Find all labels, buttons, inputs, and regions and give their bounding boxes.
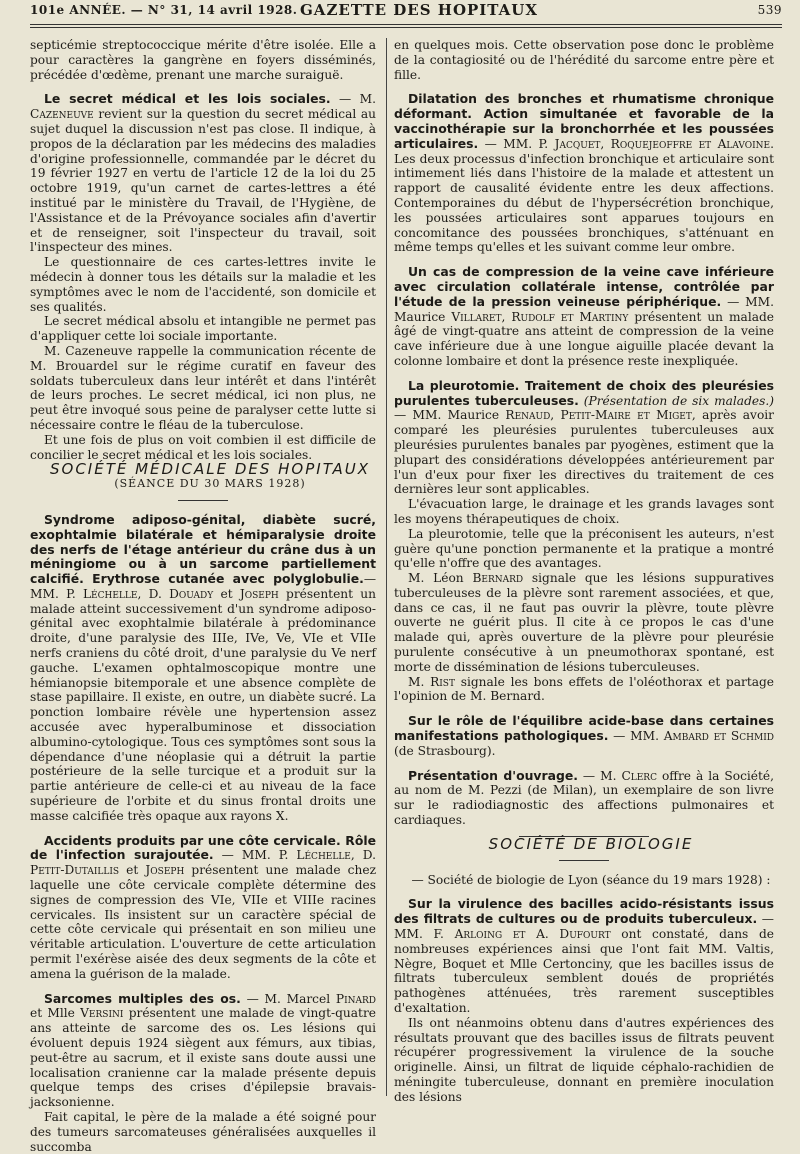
article-pleurotomie: La pleurotomie. Traitement de choix des pleurésies purulentes tuberculeuses. (Présentation de six malades.) — MM. Maurice Renaud, Petit-Maire et Miget, après avoir comparé les pleurésies purulentes tuberculeuses aux pleurésies purulentes banales par pyogènes, estiment que la plupart des considérations développées antérieurement par l'un d'eux pour fixer les directives du traitement de ces dernières leur sont applicables.	[394, 377, 775, 497]
section-title: SOCIÉTÉ DE BIOLOGIE	[488, 834, 694, 853]
page-number: 539	[757, 3, 782, 17]
author: Villaret, Rudolf et Martiny	[451, 309, 629, 324]
article-title: Dilatation des bronches et rhumatisme chronique déformant. Action simultanée et favorable de la vaccinothérapie sur la bronchorrhée et les poussées articulaires.	[394, 91, 774, 151]
paragraph: M. Léon Bernard signale que les lésions suppuratives tuberculeuses de la plèvre sont rarement associées, et que, dans ce cas, il ne faut pas ouvrir la plèvre, toute plèvre ouverte ne guérit plus. Il cite à ce propos le cas d'une malade qui, après ouverture de la plèvre pour pleurésie purulente consécutive à un pneumothorax spontané, est morte de dissémination de lésions tuberculeuses.	[394, 571, 774, 674]
article-title: Sur le rôle de l'équilibre acide-base dans certaines manifestations pathologiques.	[394, 713, 774, 744]
paragraph: Et une fois de plus on voit combien il est difficile de concilier le secret médical et les lois sociales.	[30, 432, 376, 462]
author: Douady	[169, 586, 214, 601]
article-equilibre-acide-base: Sur le rôle de l'équilibre acide-base dans certaines manifestations pathologiques. — MM. Ambard et Schmid (de Strasbourg).	[394, 713, 774, 758]
article-title: Le secret médical et les lois sociales.	[44, 91, 331, 107]
column-divider	[386, 38, 387, 1096]
seance-date: (SÉANCE DU 30 MARS 1928)	[114, 477, 306, 491]
article-veine-cave: Un cas de compression de la veine cave inférieure avec circulation collatérale intense, contrôlée par l'étude de la pression veineuse périphérique. — MM. Maurice Villaret, Rudolf et Martiny présentent un malade âgé de vingt-quatre ans atteint de compression de la veine cave inférieure due à une longue aiguille placée devant la colonne lombaire et dont la présence reste inexpliquée.	[394, 264, 775, 368]
article-title: Syndrome adiposo-génital, diabète sucré, exophtalmie bilatérale et hémiparalysie droite des nerfs de l'étage antérieur du crâne dus à un méningiome ou à un sarcome partiellement calcifié. Erythrose cutanée avec polyglobulie.	[30, 511, 376, 587]
author: Léchelle	[296, 848, 351, 863]
journal-title: GAZETTE DES HOPITAUX	[300, 1, 539, 19]
article-sarcomes: Sarcomes multiples des os. — M. Marcel Pinard et Mlle Versini présentent une malade de vingt-quatre ans atteinte de sarcome des os. Les lésions qui évoluent depuis 1924 siègent aux fémurs, aux tibias, peut-être au sacrum, et il existe sans doute aussi une localisation cranienne car la malade présente depuis quelque temps des crises d'épilepsie bravais-jacksonienne.	[30, 990, 376, 1110]
author: Joseph	[145, 863, 185, 878]
paragraph: Ils ont néanmoins obtenu dans d'autres expériences des résultats prouvant que des bacilles issus de filtrats peuvent récupérer progressivement la virulence de la souche originelle. Ainsi, un filtrat de liquide céphalo-rachidien de méningite tuberculeuse, donnant en première inoculation des lésions	[394, 1015, 774, 1104]
article-cote-cervicale: Accidents produits par une côte cervicale. Rôle de l'infection surajoutée. — MM. P. Léchelle, D. Petit-Dutaillis et Joseph présentent une malade chez laquelle une côte cervicale complète détermine des signes de compression des VIe, VIIe et VIIIe racines cervicales. Ils insistent sur un caractère spécial de cette côte cervicale qui présentait en son milieu une véritable articulation. L'ouverture de cette articulation permit l'exérèse aisée des deux segments de la côte et amena la guérison de la malade.	[30, 832, 377, 981]
right-column	[394, 38, 774, 1105]
article-title: Un cas de compression de la veine cave inférieure avec circulation collatérale intense, contrôlée par l'étude de la pression veineuse périphérique.	[394, 264, 774, 309]
paragraph: M. Rist signale les bons effets de l'oléothorax et partage l'opinion de M. Bernard.	[394, 674, 775, 704]
header-rule-double	[30, 27, 782, 28]
paragraph: en quelques mois. Cette observation pose donc le problème de la contagiosité ou de l'hérédité du sarcome entre père et fille.	[394, 38, 774, 82]
paragraph: Le secret médical absolu et intangible ne permet pas d'appliquer cette loi sociale importante.	[30, 314, 376, 344]
author: Versini	[80, 1006, 124, 1021]
author: Cazeneuve	[30, 107, 94, 122]
section-title: SOCIÉTÉ MÉDICALE DES HOPITAUX	[49, 460, 371, 479]
paragraph: L'évacuation large, le drainage et les grands lavages sont les moyens thérapeutiques de choix.	[394, 497, 774, 526]
paragraph: Le questionnaire de ces cartes-lettres invite le médecin à donner tous les détails sur la maladie et les symptômes avec le nom de l'accidenté, son domicile et ses qualités.	[30, 255, 376, 314]
article-title: Sur la virulence des bacilles acido-résistants issus des filtrats de cultures ou de produits tuberculeux.	[394, 896, 774, 927]
page-header	[0, 0, 800, 24]
left-column	[30, 38, 376, 1154]
section-rule	[559, 860, 609, 861]
author: Joseph	[239, 586, 279, 601]
article-virulence-bacilles: Sur la virulence des bacilles acido-résistants issus des filtrats de cultures ou de produits tuberculeux. — MM. F. Arloing et A. Dufourt ont constaté, dans de nombreuses expériences ainsi que l'ont fait MM. Valtis, Nègre, Boquet et Mlle Certonciny, que les bacilles issus de filtrats tuberculeux semblent doués de propriétés pathogènes atténuées, très rarement susceptibles d'exaltation.	[394, 896, 775, 1016]
header-rule	[30, 24, 782, 25]
article-presentation-ouvrage: Présentation d'ouvrage. — M. Clerc offre à la Société, au nom de M. Pezzi (de Milan), un exemplaire de son livre sur le radiodiagnostic des affections pulmonaires et cardiaques.	[394, 767, 774, 828]
author: Petit-Dutaillis	[30, 863, 120, 878]
author: Renaud, Petit-Maire et Miget	[505, 408, 692, 423]
author: Ambard et Schmid	[663, 729, 774, 744]
author: Arloing et A. Dufourt	[454, 927, 611, 942]
section-rule	[178, 500, 228, 501]
paragraph: Fait capital, le père de la malade a été soigné pour des tumeurs sarcomateuses généralisées auxquelles il succomba	[30, 1109, 376, 1154]
author: Pinard	[335, 991, 376, 1006]
subsection-heading: — Société de biologie de Lyon (séance du 19 mars 1928) :	[411, 872, 771, 887]
author: Léchelle	[82, 586, 138, 601]
article-title: La pleurotomie. Traitement de choix des pleurésies purulentes tuberculeuses.	[394, 377, 774, 408]
article-title: Accidents produits par une côte cervicale. Rôle de l'infection surajoutée.	[30, 832, 376, 863]
article-syndrome: Syndrome adiposo-génital, diabète sucré, exophtalmie bilatérale et hémiparalysie droite des nerfs de l'étage antérieur du crâne dus à un méningiome ou à un sarcome partiellement calcifié. Erythrose cutanée avec polyglobulie.— MM. P. Léchelle, D. Douady et Joseph présentent un malade atteint successivement d'un syndrome adiposo-génital avec exophtalmie bilatérale à prédominance droite, d'une paralysie des IIIe, IVe, Ve, VIe et VIIe nerfs craniens du côté droit, d'une paralysie du Ve nerf gauche. L'examen ophtalmoscopique montre une hémianopsie bitemporale et une absence complète de stase papillaire. Il existe, en outre, un diabète sucré. La ponction lombaire révèle une hypertension assez accusée avec hyperalbuminose et dissociation albumino-cytologique. Tous ces symptômes sont sous la dépendance d'une néoplasie qui a détruit la partie postérieure de la selle turcique et a produit sur la partie antérieure de celle-ci et au niveau de la face supérieure de l'orbite et du sinus frontal droits une masse calcifiée très opaque aux rayons X.	[30, 511, 377, 823]
author: Jacquet, Roquejeoffre et Alavoine	[554, 136, 771, 151]
article-dilatation-bronches: Dilatation des bronches et rhumatisme chronique déformant. Action simultanée et favorable de la vaccinothérapie sur la bronchorrhée et les poussées articulaires. — MM. P. Jacquet, Roquejeoffre et Alavoine. Les deux processus d'infection bronchique et articulaire sont intimement liés dans l'histoire de la malade et attestent un rapport de causalité évidente entre les deux affections. Contemporaines du début de l'hypersécrétion bronchique, les poussées articulaires sont apparues toujours en concomitance des poussées bronchiques, s'atténuant en même temps qu'elles et les suivant comme leur ombre.	[394, 91, 774, 255]
paragraph: La pleurotomie, telle que la préconisent les auteurs, n'est guère qu'une ponction permanente et la pratique a montré qu'elle n'offre que des avantages.	[394, 526, 774, 571]
issue-info: 101e ANNÉE. — N° 31, 14 avril 1928.	[30, 3, 298, 17]
author: Clerc	[621, 768, 657, 783]
article-title: Présentation d'ouvrage.	[408, 767, 578, 783]
author: Bernard	[472, 571, 524, 586]
paragraph: septicémie streptococcique mérite d'être isolée. Elle a pour caractères la gangrène en foyers disséminés, précédée d'œdème, prenant une marche suraiguë.	[30, 38, 376, 82]
article-secret-medical: Le secret médical et les lois sociales. — M. Cazeneuve revient sur la question du secret médical au sujet duquel la discussion n'est pas close. Il indique, à propos de la déclaration par les médecins des maladies d'origine professionnelle, commandée par le décret du 19 février 1927 en vertu de l'article 12 de la loi du 25 octobre 1919, qu'un carnet de cartes-lettres a été institué par le ministère du Travail, de l'Hygiène, de l'Assistance et de la Prévoyance sociales afin d'avertir et de renseigner, soit l'inspecteur du travail, soit l'inspecteur des mines.	[30, 91, 376, 255]
author: Rist	[430, 674, 455, 689]
article-title: Sarcomes multiples des os.	[44, 990, 241, 1006]
paragraph: M. Cazeneuve rappelle la communication récente de M. Brouardel sur le régime curatif en faveur des soldats tuberculeux dans leur intérêt et dans l'intérêt de leurs proches. Le secret médical, ici non plus, ne peut être invoqué sous peine de paralyser cette lutte si nécessaire contre le fléau de la tuberculose.	[30, 343, 376, 432]
